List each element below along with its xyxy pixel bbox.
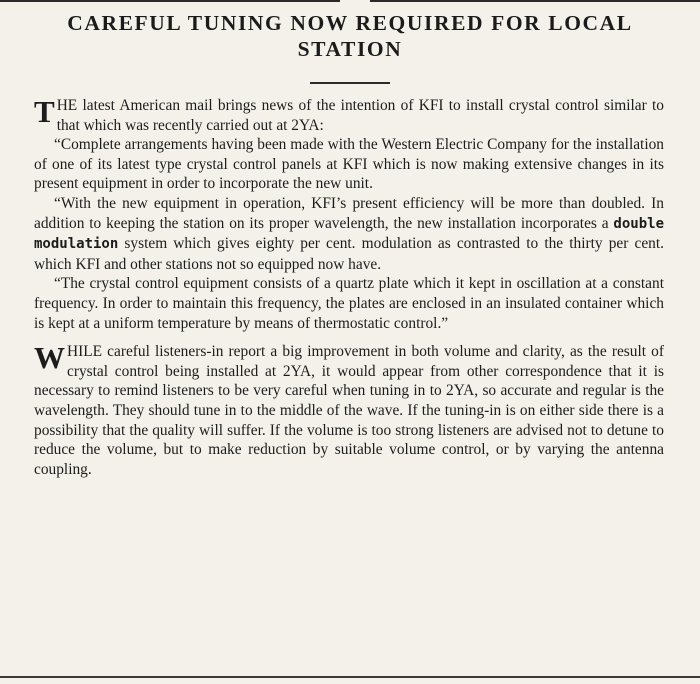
paragraph-3-text-after: system which gives eighty per cent. modulation as contrasted to the thirty per cent. which KFI and other stations not so equipped now have. bbox=[34, 235, 664, 273]
paragraph-1 bbox=[34, 96, 664, 135]
paragraph-4-text: “The crystal control equipment consists of a quartz plate which it kept in oscillation at a constant frequency. In order to maintain this frequency, the plates are enclosed in an insulated container which is kept at a uniform temperature by means of thermostatic control.” bbox=[34, 275, 664, 332]
bottom-rule bbox=[0, 676, 700, 678]
headline-line-2: STATION bbox=[297, 37, 403, 61]
paragraph-3-emphasis: double modulation bbox=[34, 215, 664, 253]
top-rule-gap bbox=[340, 0, 370, 3]
paragraph-5-text: HILE careful listeners-in report a big improvement in both volume and clarity, as the result of crystal control being installed at 2YA, it would appear from other correspondence that it is necessary to remind listeners to be very careful when tuning in to 2YA, so accurate and regular is the wavelength. They should tune in to the middle of the wave. If the tuning-in is on either side there is a possibility that the quality will suffer. If the volume is too strong listeners are advised not to detune to reduce the volume, but to make reduction by suitable volume control, or by varying the antenna coupling. bbox=[34, 343, 664, 478]
paragraph-4 bbox=[34, 274, 664, 333]
article-body bbox=[34, 96, 664, 479]
paragraph-5 bbox=[34, 342, 664, 479]
drop-cap-w: W bbox=[34, 340, 65, 376]
drop-cap-t: T bbox=[34, 94, 55, 129]
headline-line-1: CAREFUL TUNING NOW REQUIRED FOR LOCAL bbox=[67, 11, 633, 35]
headline-underline bbox=[310, 82, 390, 84]
paragraph-3-text-before: “With the new equipment in operation, KFI’s present efficiency will be more than doubled. In addition to keeping the station on its proper wavelength, the new installation incorporates a bbox=[34, 194, 664, 232]
paragraph-3 bbox=[34, 194, 664, 274]
headline bbox=[18, 10, 682, 62]
paragraph-2 bbox=[34, 135, 664, 194]
paragraph-2-text: “Complete arrangements having been made with the Western Electric Company for the installation of one of its latest type crystal control panels at KFI which is now making extensive changes in its present equipment in order to incorporate the new unit. bbox=[34, 136, 664, 193]
paragraph-1-text: HE latest American mail brings news of the intention of KFI to install crystal control similar to that which was recently carried out at 2YA: bbox=[56, 97, 664, 134]
